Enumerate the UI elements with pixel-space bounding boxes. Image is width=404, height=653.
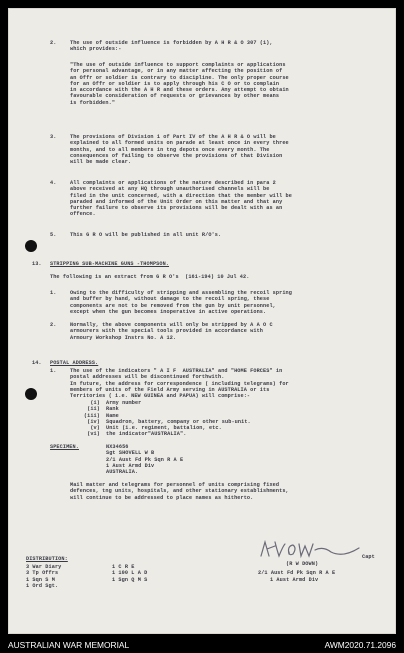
section-14-number: 14. [32, 360, 42, 366]
punch-hole [25, 388, 37, 400]
signatory-rank: Capt [362, 554, 375, 560]
para-5-number: 5. [50, 232, 57, 238]
section-14-item-1-number: 1. [50, 368, 57, 374]
section-14-closing: Mail matter and telegrams for personnel of units comprising fixed defences, tng units, hospitals, and other stationary establishments, will continue to be addressed to place names as hitherto. [70, 482, 289, 501]
section-13-item-1-number: 1. [50, 290, 57, 296]
specimen-address: NX34656 Sgt SHOVELL W B 2/1 Aust Fd Pk Sqn R A E 1 Aust Armd Div AUSTRALIA. [106, 444, 184, 476]
para-2-number: 2. [50, 40, 57, 46]
section-14-list: Army number Rank Name Squadron, battery, company or other sub-unit. Unit (i.e. regiment, battalion, etc. the indicator"AUSTRALIA". [106, 400, 251, 438]
signatory-name: (R W DOWN) [286, 561, 319, 567]
punch-hole [25, 240, 37, 252]
para-4-number: 4. [50, 180, 57, 186]
para-5-text: This G R O will be published in all unit R/O's. [70, 232, 222, 238]
section-13-item-1: Owing to the difficulty of stripping and assembling the recoil spring and buffer by hand, without damage to the recoil spring, these components are not to be removed from the gun by unit personnel, except when the gun becomes inoperative in active operations. [70, 290, 292, 315]
section-14-heading: POSTAL ADDRESS. [50, 360, 99, 366]
distribution-heading: DISTRIBUTION: [26, 556, 68, 562]
para-2-text: The use of outside influence is forbidden by A H R & O 307 (1), which provides:- [70, 40, 273, 53]
section-13-heading: STRIPPING SUB-MACHINE GUNS -THOMPSON. [50, 261, 170, 267]
signatory-division: 1 Aust Armd Div [270, 577, 319, 583]
section-13-item-2: Normally, the above components will only be stripped by A A O C armourers with the special tools provided in accordance with Armoury Workshop Instrs No. A 12. [70, 322, 273, 341]
section-13-intro: The following is an extract from G R O's (161-194) 10 Jul 42. [50, 274, 250, 280]
section-14-item-1: The use of the indicators " A I F AUSTRALIA" and "HOME FORCES" in postal addresses will be discontinued forthwith. In future, the address for correspondence ( including telegrams) for members of units of the Field Army serving in AUSTRALIA or its Territories ( i.e. NEW GUINEA and PAPUA) will comprise:- [70, 368, 289, 400]
section-13-number: 13. [32, 261, 42, 267]
archive-footer [0, 634, 404, 653]
section-13-item-2-number: 2. [50, 322, 57, 328]
distribution-column-1: 3 War Diary 3 Tp Offrs 1 Sqn S M 1 Ord Sgt. [26, 564, 62, 589]
signatory-unit: 2/1 Aust Fd Pk Sqn R A E [258, 570, 336, 576]
distribution-column-2: 1 C R E 1 100 L A D 1 Sgn Q M S [112, 564, 148, 583]
document-page [8, 8, 396, 634]
para-4-text: All complaints or applications of the nature described in para 2 above received at any HQ through unauthorised channels will be filed in the unit concerned, with a direction that the member will be paraded and informed of the Unit Order on this matter and that any further failure to observe its provisions will be dealt with as an offence. [70, 180, 292, 218]
para-2-quote: "The use of outside influence to support complaints or applications for personal advantage, or in any matter affecting the position of an Offr or soldier is contrary to discipline. The only proper course for an Offr or soldier is to apply through his C O or to complain in accordance with the A H R and these orders. Any attempt to obtain favourable consideration of requests or grievances by other means is forbidden." [70, 62, 289, 106]
para-3-number: 3. [50, 134, 57, 140]
archive-reference: AWM2020.71.2096 [324, 640, 396, 650]
archive-name: AUSTRALIAN WAR MEMORIAL [8, 640, 130, 650]
specimen-label: SPECIMEN. [50, 444, 79, 450]
para-3-text: The provisions of Division 1 of Part IV of the A H R & O will be explained to all formed units on parade at least once in every three months, and to all members in tng depots once every month. The consequences of failing to observe the provisions of that Division will be made clear. [70, 134, 289, 166]
section-14-list-numbers: (i) (ii) (iii) (iv) (v) (vi) [83, 400, 100, 438]
